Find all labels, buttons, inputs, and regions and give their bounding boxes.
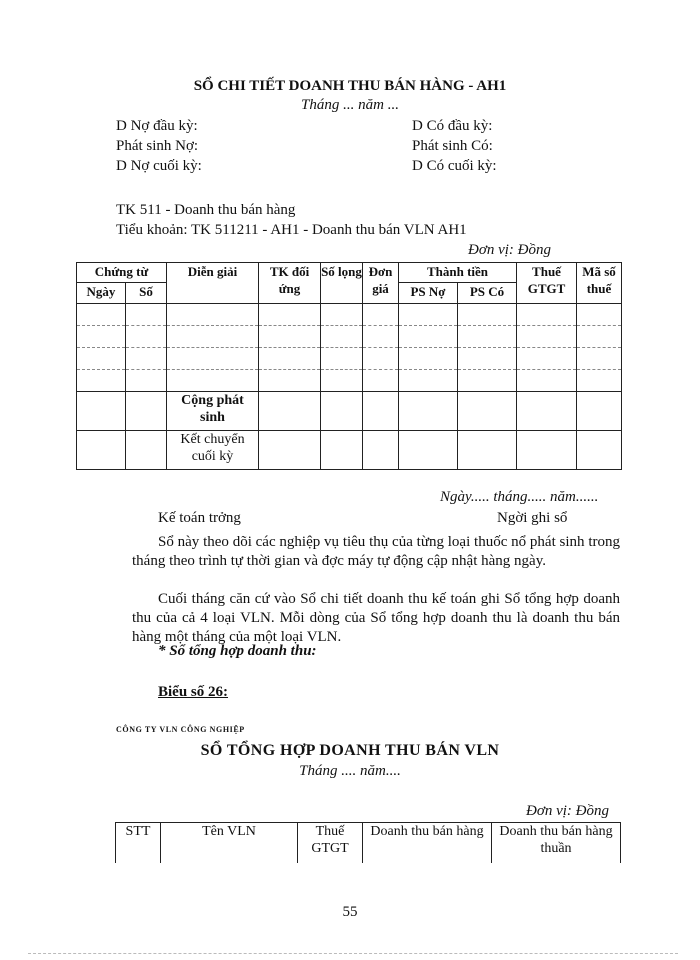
detail-table xyxy=(76,262,622,470)
credit-arising-label: Phát sinh Có: xyxy=(412,138,493,154)
summary-unit-label: Đơn vị: Đồng xyxy=(526,803,609,819)
header-tk-doi-ung: TK đối ứng xyxy=(259,263,321,304)
header-thue-gtgt-2: Thuế GTGT xyxy=(298,823,363,863)
table-row xyxy=(77,326,622,348)
header-dien-giai: Diễn giải xyxy=(167,263,259,304)
credit-closing-label: D Có cuối kỳ: xyxy=(412,158,497,174)
header-thue-gtgt: Thuế GTGT xyxy=(517,263,577,304)
header-doanh-thu: Doanh thu bán hàng xyxy=(363,823,492,863)
header-ps-co: PS Có xyxy=(458,283,517,304)
header-doanh-thu-thuan: Doanh thu bán hàng thuần xyxy=(492,823,621,863)
table-row xyxy=(77,304,622,326)
summary-title: SỔ TỔNG HỢP DOANH THU BÁN VLN xyxy=(200,742,500,759)
header-ma-so-thue: Mã số thuế xyxy=(577,263,622,304)
table-row xyxy=(77,370,622,392)
header-don-gia: Đơn giá xyxy=(363,263,399,304)
form-label: Biểu số 26: xyxy=(158,684,229,700)
header-ten-vln: Tên VLN xyxy=(161,823,298,863)
debit-closing-label: D Nợ cuối kỳ: xyxy=(116,158,202,174)
carry-forward-label: Kết chuyển cuối kỳ xyxy=(167,431,259,470)
credit-opening-label: D Có đầu kỳ: xyxy=(412,118,493,134)
header-ngay: Ngày xyxy=(77,283,126,304)
chief-accountant-label: Kế toán trởng xyxy=(158,510,241,526)
header-ps-no: PS Nợ xyxy=(399,283,458,304)
total-row xyxy=(77,392,622,431)
header-stt: STT xyxy=(116,823,161,863)
report-title: SỔ CHI TIẾT DOANH THU BÁN HÀNG - AH1 xyxy=(193,78,507,94)
header-so: Số xyxy=(126,283,167,304)
header-thanh-tien: Thành tiền xyxy=(399,263,517,283)
table-row xyxy=(77,348,622,370)
summary-table xyxy=(115,822,621,863)
carry-forward-row xyxy=(77,431,622,470)
header-so-luong: Số lọng xyxy=(321,263,363,304)
debit-arising-label: Phát sinh Nợ: xyxy=(116,138,199,154)
page-footer-rule xyxy=(28,953,678,954)
company-name: CÔNG TY VLN CÔNG NGHIỆP xyxy=(116,725,245,734)
header-chung-tu: Chứng từ xyxy=(77,263,167,283)
subaccount-label: Tiểu khoản: TK 511211 - AH1 - Doanh thu bán VLN AH1 xyxy=(116,222,467,238)
account-label: TK 511 - Doanh thu bán hàng xyxy=(116,202,296,218)
page-number: 55 xyxy=(342,904,358,920)
section-heading: * Sổ tổng hợp doanh thu: xyxy=(158,643,317,659)
summary-period: Tháng .... năm.... xyxy=(299,763,401,779)
unit-label: Đơn vị: Đồng xyxy=(468,242,551,258)
report-period: Tháng ... năm ... xyxy=(301,97,399,113)
paragraph-1: Sổ này theo dõi các nghiệp vụ tiêu thụ của từng loại thuốc nổ phát sinh trong tháng theo trình tự thời gian và đợc máy tự động cập nhật hàng ngày. xyxy=(132,534,620,569)
recorder-label: Ngời ghi sổ xyxy=(497,510,568,526)
total-label: Cộng phát sinh xyxy=(167,392,259,431)
date-line: Ngày..... tháng..... năm...... xyxy=(440,489,599,505)
debit-opening-label: D Nợ đầu kỳ: xyxy=(116,118,198,134)
paragraph-2: Cuối tháng căn cứ vào Sổ chi tiết doanh thu kế toán ghi Sổ tổng hợp doanh thu của cả 4 loại VLN. Mỗi dòng của Sổ tổng hợp doanh thu là doanh thu bán hàng một tháng của một loại VLN. xyxy=(132,591,620,645)
